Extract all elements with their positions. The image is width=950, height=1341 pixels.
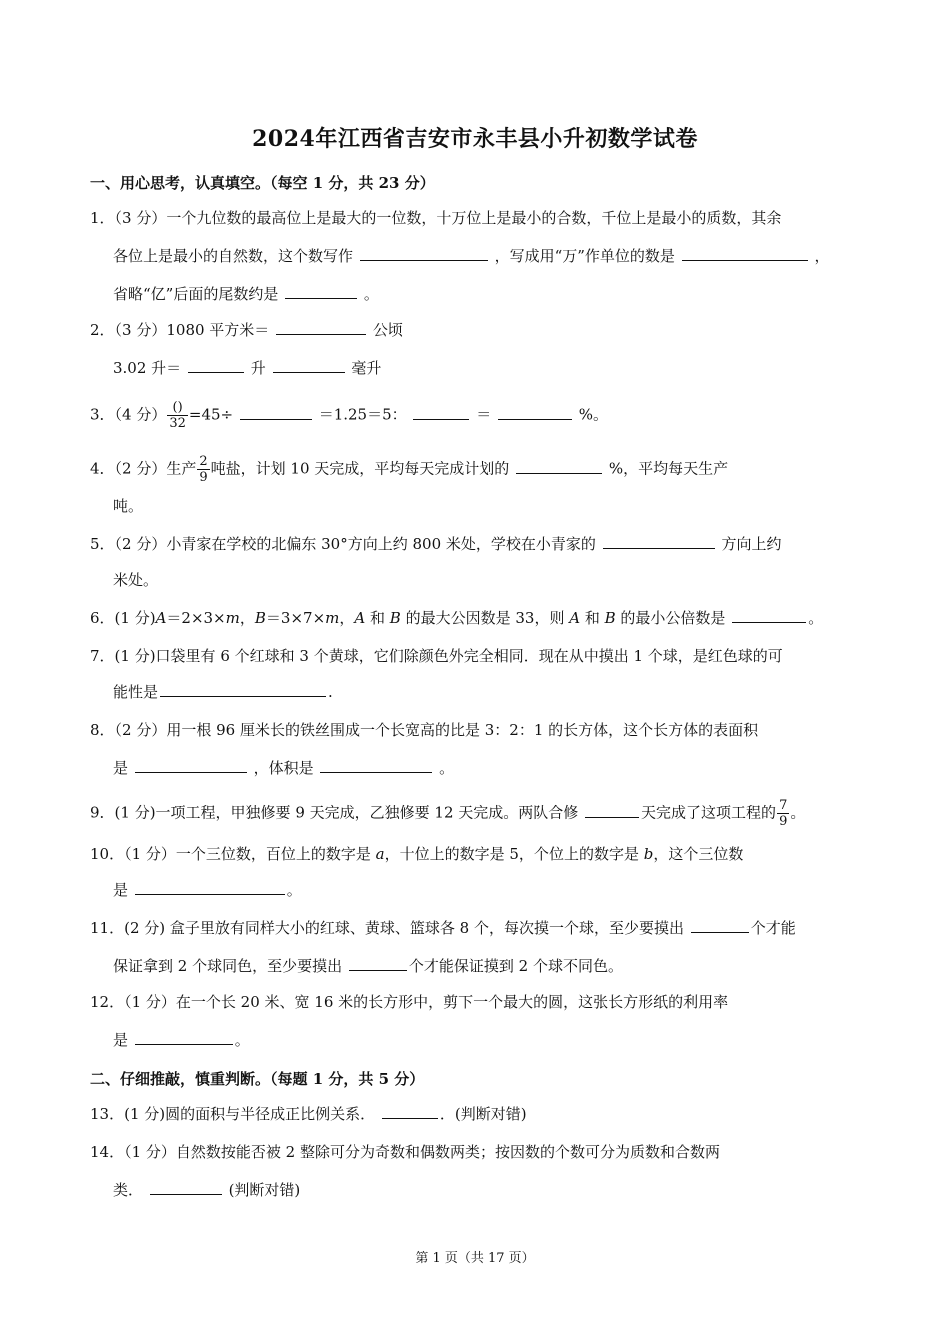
q11-blank-2[interactable] — [349, 956, 407, 971]
q3-blank-2[interactable] — [413, 405, 469, 420]
q12-line1: 12．（1 分）在一个长 20 米、宽 16 米的长方形中，剪下一个最大的圆，这张长方形纸的利用率 — [90, 993, 729, 1011]
q1-blank-3[interactable] — [285, 284, 357, 299]
q2-line2: 3.02 升＝ 升 毫升 — [113, 359, 382, 377]
q5-line2: 米处。 — [113, 571, 159, 589]
q10-blank-1[interactable] — [135, 880, 285, 895]
q2-line1: 2．（3 分）1080 平方米＝ 公顷 — [90, 321, 403, 339]
q3-fraction: $\frac{()}{32}$ — [169, 400, 186, 431]
q7-line1: 7．(1 分)口袋里有 6 个红球和 3 个黄球，它们除颜色外完全相同．现在从中摸出 1 个球，是红色球的可 — [90, 647, 783, 665]
q5-blank-1[interactable] — [603, 534, 715, 549]
q3-line: 3．（4 分） $\frac{()}{32}$ =45÷ ＝1.25＝5： ＝ %。 — [90, 400, 609, 431]
q1-blank-1[interactable] — [360, 246, 488, 261]
q11-blank-1[interactable] — [691, 918, 749, 933]
q14-line2: 类． (判断对错) — [113, 1181, 301, 1199]
q6-line: 6．(1 分)A＝2×3×m，B＝3×7×m，A 和 B 的最大公因数是 33，则 A 和 B 的最小公倍数是 。 — [90, 609, 824, 627]
q8-blank-2[interactable] — [320, 758, 432, 773]
q3-blank-1[interactable] — [240, 405, 312, 420]
section-2-heading: 二、仔细推敲，慎重判断。（每题 1 分，共 5 分） — [90, 1070, 425, 1088]
q2-blank-2[interactable] — [188, 358, 244, 373]
q1-blank-2[interactable] — [682, 246, 808, 261]
q11-line2: 保证拿到 2 个球同色，至少要摸出 个才能保证摸到 2 个球不同色。 — [113, 957, 623, 975]
q6-blank-1[interactable] — [732, 608, 806, 623]
section-1-heading: 一、用心思考，认真填空。（每空 1 分，共 23 分） — [90, 174, 435, 192]
q12-line2: 是 。 — [113, 1031, 250, 1049]
q13-blank-1[interactable] — [382, 1104, 438, 1119]
q9-blank-1[interactable] — [585, 803, 639, 818]
q13-line: 13．(1 分)圆的面积与半径成正比例关系． ．(判断对错) — [90, 1105, 527, 1123]
q2-blank-1[interactable] — [276, 320, 366, 335]
q8-line2: 是 ，体积是 。 — [113, 759, 455, 777]
page-title: 2024年江西省吉安市永丰县小升初数学试卷 — [252, 126, 698, 152]
q14-blank-1[interactable] — [150, 1180, 222, 1195]
q4-blank-1[interactable] — [516, 459, 602, 474]
q5-line1: 5．（2 分）小青家在学校的北偏东 30°方向上约 800 米处，学校在小青家的 方向上约 — [90, 535, 782, 553]
q4-line1: 4．（2 分）生产 $\frac{2}{9}$ 吨盐，计划 10 天完成，平均每天完成计划的 %，平均每天生产 — [90, 454, 729, 485]
q2-blank-3[interactable] — [273, 358, 345, 373]
q10-line1: 10．（1 分）一个三位数，百位上的数字是 a，十位上的数字是 5，个位上的数字是 b，这个三位数 — [90, 845, 744, 863]
q7-blank-1[interactable] — [160, 682, 326, 697]
q14-line1: 14．（1 分）自然数按能否被 2 整除可分为奇数和偶数两类；按因数的个数可分为质数和合数两 — [90, 1143, 720, 1161]
q8-line1: 8．（2 分）用一根 96 厘米长的铁丝围成一个长宽高的比是 3：2：1 的长方体，这个长方体的表面积 — [90, 721, 759, 739]
q1-line1: 1．（3 分）一个九位数的最高位上是最大的一位数，十万位上是最小的合数，千位上是最小的质数，其余 — [90, 209, 782, 227]
q11-line1: 11．(2 分) 盒子里放有同样大小的红球、黄球、篮球各 8 个，每次摸一个球，至少要摸出 个才能 — [90, 919, 796, 937]
q4-line2: 吨。 — [113, 497, 144, 515]
q3-blank-3[interactable] — [498, 405, 572, 420]
q9-fraction: $\frac{7}{9}$ — [779, 798, 788, 829]
q1-line2: 各位上是最小的自然数，这个数写作 ，写成用“万”作单位的数是 ， — [113, 247, 830, 265]
q8-blank-1[interactable] — [135, 758, 247, 773]
q9-line: 9．(1 分)一项工程，甲独修要 9 天完成，乙独修要 12 天完成。两队合修 天完成了这项工程的 $\frac{7}{9}$ 。 — [90, 798, 806, 829]
q10-line2: 是 。 — [113, 881, 302, 899]
q4-fraction: $\frac{2}{9}$ — [199, 454, 208, 485]
q7-line2: 能性是 . — [113, 683, 333, 701]
q1-line3: 省略“亿”后面的尾数约是 。 — [113, 285, 379, 303]
q12-blank-1[interactable] — [135, 1030, 233, 1045]
page-footer: 第 1 页（共 17 页） — [415, 1251, 535, 1266]
